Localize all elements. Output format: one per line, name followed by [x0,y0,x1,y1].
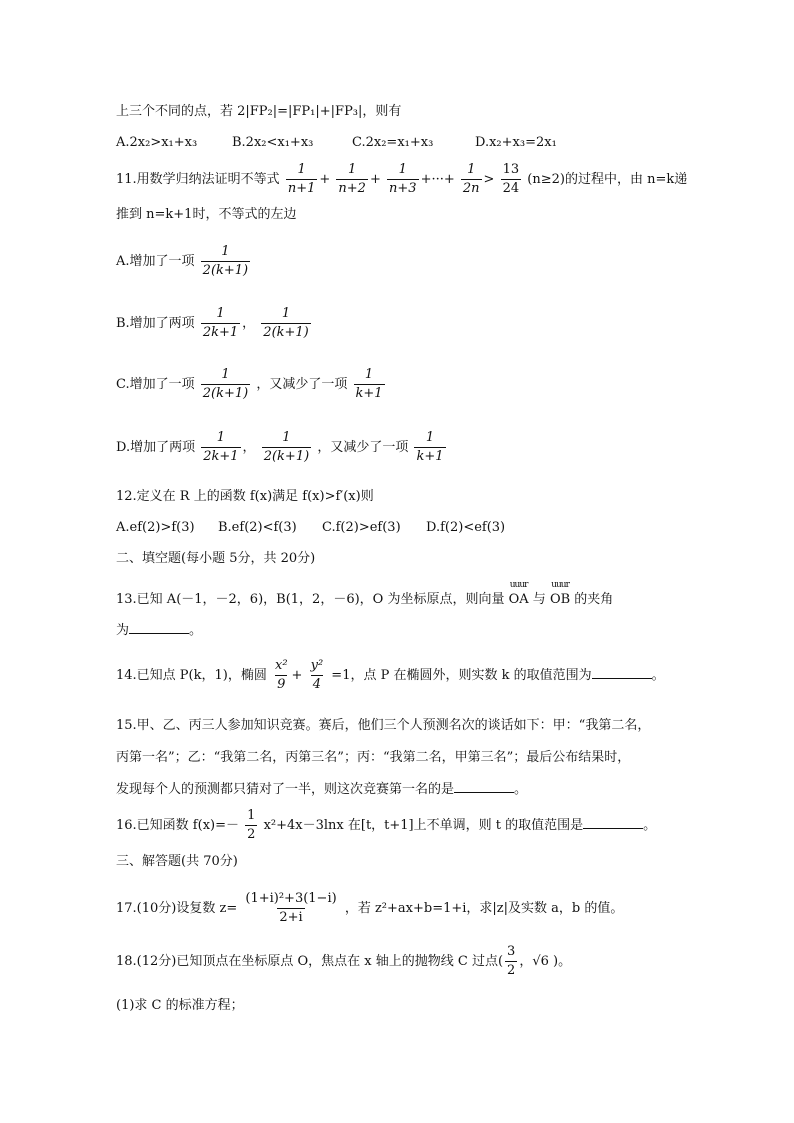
fraction-z-definition: $\frac{\text{(1+i)²+3(1−i)}}{2+i}$ [245,891,337,925]
q11-option-a: A.增加了一项 $\frac{1}{2(k+1)}$ [116,244,249,278]
answer-blank[interactable] [129,621,189,634]
q13-stem-line2: 为 。 [116,623,203,638]
fraction-1-over-2-k-plus-1-d: $\frac{1}{2(k+1)}$ [263,430,310,464]
q10-stem-tail: 上三个不同的点，若 2|FP₂|=|FP₁|+|FP₃|，则有 [116,104,402,119]
q10-option-d: D.x₂+x₃=2x₁ [475,135,557,150]
q14-stem: 14.已知点 P(k，1)，椭圆 $\frac{\text{x²}}{9}$ + $\frac{\text{y²}}{4}$ =1，点 P 在椭圆外，则实数 k 的取值范围为 。 [116,658,665,692]
fraction-y2-over-4: $\frac{\text{y²}}{4}$ [310,658,324,692]
vector-ob: uuur OB [549,580,571,607]
q16-stem: 16.已知函数 f(x)=－ $\frac{1}{2}$ x²+4x－3lnx 在[t，t+1]上不单调，则 t 的取值范围是 。 [116,808,657,842]
q15-line1: 15.甲、乙、丙三人参加知识竞赛。赛后，他们三个人预测名次的谈话如下：甲：“我第二名， [116,718,651,733]
fraction-1-over-2: $\frac{1}{2}$ [247,808,256,842]
fraction-1-over-n-plus-3: $\frac{1}{n+3}$ [389,162,417,196]
section-3-heading: 三、解答题(共 70分) [116,854,238,869]
q10-option-b: B.2x₂<x₁+x₃ [232,135,314,150]
q18-part-1: (1)求 C 的标准方程； [116,998,244,1013]
answer-blank[interactable] [592,666,652,679]
fraction-1-over-k-plus-1-c: $\frac{1}{k+1}$ [355,367,383,401]
q12-option-a: A.ef(2)>f(3) [116,520,195,535]
q11-option-b: B.增加了两项 $\frac{1}{2k+1}$ ， $\frac{1}{2(k+1)}$ [116,306,309,340]
fraction-1-over-2-k-plus-1-b: $\frac{1}{2(k+1)}$ [263,306,309,340]
q18-stem: 18.(12分)已知顶点在坐标原点 O，焦点在 x 轴上的抛物线 C 过点( $\frac{3}{2}$ ，√6 )。 [116,944,572,978]
fraction-1-over-2k-plus-1-b: $\frac{1}{2k+1}$ [202,306,239,340]
q11-stem-pre: 11.用数学归纳法证明不等式 [116,172,280,187]
fraction-13-over-24: $\frac{13}{24}$ [502,162,520,196]
q12-option-c: C.f(2)>ef(3) [322,520,401,535]
vector-oa: uuur OA [508,580,529,607]
section-2-heading: 二、填空题(每小题 5分，共 20分) [116,551,316,566]
fraction-1-over-k-plus-1-d: $\frac{1}{k+1}$ [416,430,444,464]
fraction-1-over-2k-plus-1: $\frac{1}{2(k+1)}$ [202,244,249,278]
q11-option-d: D.增加了两项 $\frac{1}{2k+1}$ ， $\frac{1}{2(k+1)}$ ，又减少了一项 $\frac{1}{k+1}$ [116,430,444,464]
q11-stem-line2: 推到 n=k+1时，不等式的左边 [116,207,297,222]
fraction-3-over-2: $\frac{3}{2}$ [507,944,516,978]
fraction-1-over-n-plus-1: $\frac{1}{n+1}$ [287,162,316,196]
q11-stem-post: (n≥2)的过程中，由 n=k递 [527,172,688,187]
q13-stem: 13.已知 A(－1，－2，6)，B(1，2，－6)，O 为坐标原点，则向量 uuur OA 与 uuur OB 的夹角 [116,590,613,610]
q17-stem: 17.(10分)设复数 z= $\frac{\text{(1+i)²+3(1−i)}}{2+i}$ ，若 z²+ax+b=1+i，求|z|及实数 a，b 的值。 [116,891,624,925]
fraction-1-over-2-k-plus-1-c: $\frac{1}{2(k+1)}$ [202,367,249,401]
q12-stem: 12.定义在 R 上的函数 f(x)满足 f(x)>f′(x)则 [116,489,374,504]
fraction-1-over-n-plus-2: $\frac{1}{n+2}$ [338,162,366,196]
q11-stem: 11.用数学归纳法证明不等式 $\frac{1}{n+1}$ + $\frac{1}{n+2}$ + $\frac{1}{n+3}$ +···+ $\frac{1}{2n}$ > $\frac{13}{24}$ (n≥2)的过程中，由 n=k递 [116,162,688,196]
fraction-1-over-2n: $\frac{1}{2n}$ [462,162,480,196]
answer-blank[interactable] [583,816,643,829]
q10-option-c: C.2x₂=x₁+x₃ [352,135,434,150]
q15-line2: 丙第一名”；乙：“我第二名，丙第三名”；丙：“我第二名，甲第三名”；最后公布结果时， [116,750,631,765]
q12-option-b: B.ef(2)<f(3) [218,520,297,535]
q12-option-d: D.f(2)<ef(3) [426,520,506,535]
q15-line3: 发现每个人的预测都只猜对了一半，则这次竞赛第一名的是 。 [116,782,528,797]
fraction-x2-over-9: $\frac{\text{x²}}{9}$ [275,658,288,692]
fraction-1-over-2k-plus-1-d: $\frac{1}{2k+1}$ [203,430,239,464]
q11-option-c: C.增加了一项 $\frac{1}{2(k+1)}$ ，又减少了一项 $\frac{1}{k+1}$ [116,367,383,401]
q10-option-a: A.2x₂>x₁+x₃ [116,135,198,150]
answer-blank[interactable] [454,780,514,793]
